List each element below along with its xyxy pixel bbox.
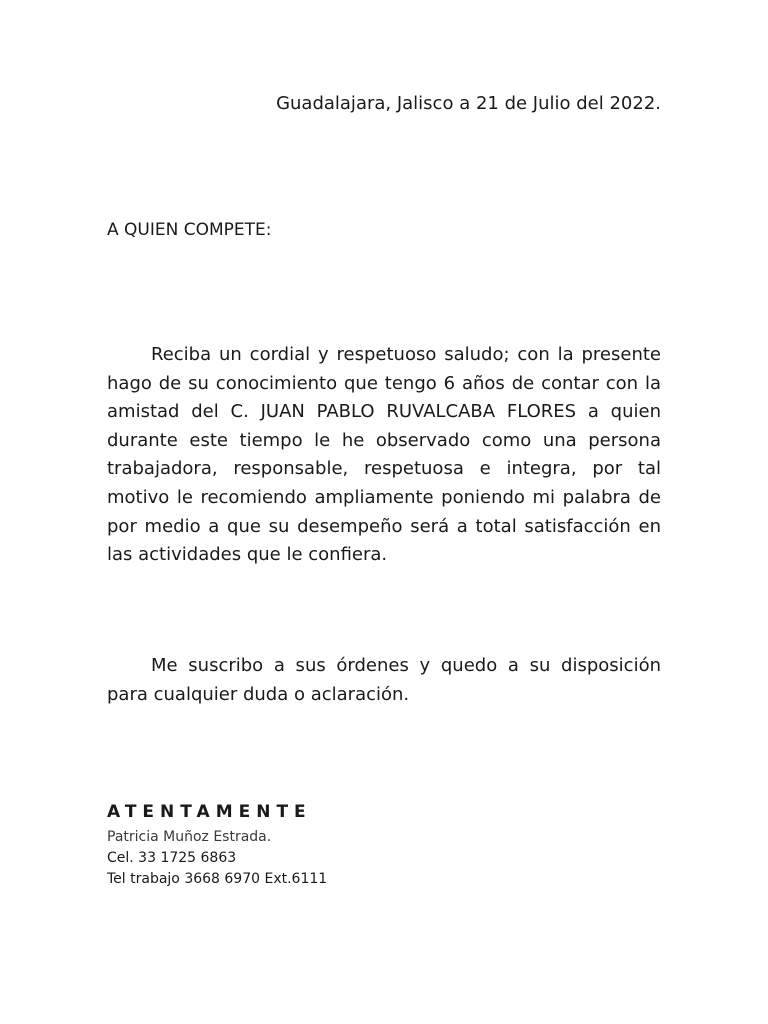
body-paragraph-1: Reciba un cordial y respetuoso saludo; con la presente hago de su conocimiento que tengo 6 años de contar con la amistad del C. JUAN PABLO RUVALCABA FLORES a quien durante este tiempo le he observado como una persona trabajadora, responsable, respetuosa e integra, por tal motivo le recomiendo ampliamente poniendo mi palabra de por medio a que su desempeño será a total satisfacción en las actividades que le confiera.: [107, 344, 661, 566]
closing-atentamente: ATENTAMENTE: [107, 802, 312, 822]
salutation: A QUIEN COMPETE:: [107, 220, 272, 240]
signer-work-phone: Tel trabajo 3668 6970 Ext.6111: [107, 871, 328, 887]
signer-cellphone: Cel. 33 1725 6863: [107, 850, 237, 866]
body-paragraph-2: Me suscribo a sus órdenes y quedo a su disposición para cualquier duda o aclaración.: [107, 655, 661, 705]
date-line: Guadalajara, Jalisco a 21 de Julio del 2022.: [276, 93, 661, 114]
signer-name: Patricia Muñoz Estrada.: [107, 829, 272, 845]
